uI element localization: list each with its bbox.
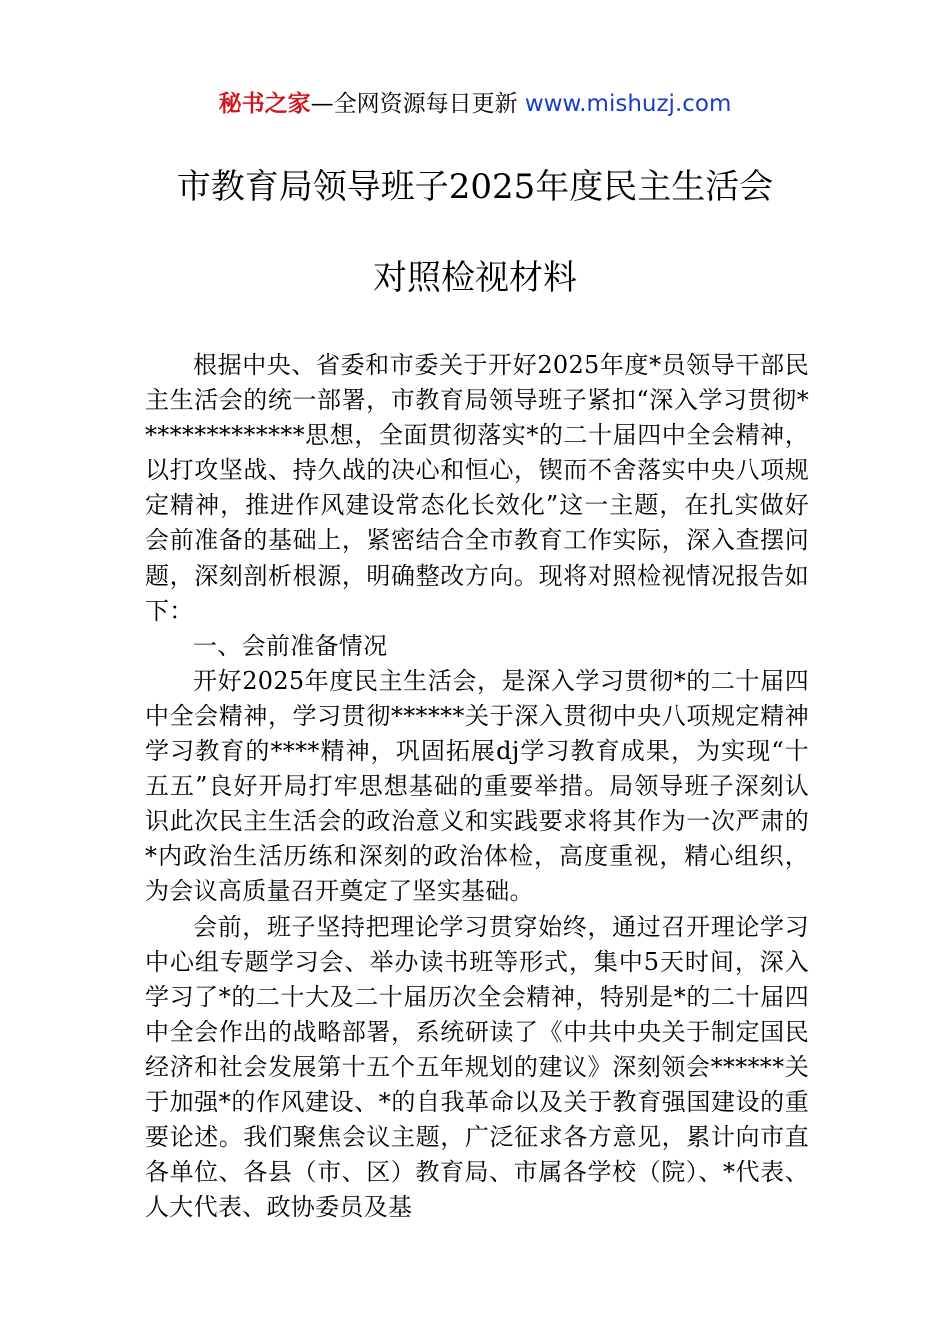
site-url-link[interactable]: www.mishuzj.com xyxy=(524,91,732,117)
site-brand: 秘书之家 xyxy=(218,91,311,117)
document-body xyxy=(145,348,809,1225)
document-title-line-1: 市教育局领导班子2025年度民主生活会 xyxy=(176,167,774,207)
site-slogan: —全网资源每日更新 xyxy=(310,91,525,117)
section-heading-1: 一、会前准备情况 xyxy=(193,631,388,660)
document-title-line-2: 对照检视材料 xyxy=(373,258,577,298)
paragraph-preparation: 开好2025年度民主生活会，是深入学习贯彻*的二十届四中全会精神，学习贯彻******关于深入贯彻中央八项规定精神学习教育的****精神，巩固拓展dj学习教育成果，为实现“十五五”良好开局打牢思想基础的重要举措。局领导班子深刻认识此次民主生活会的政治意义和实践要求将其作为一次严肃的*内政治生活历练和深刻的政治体检，高度重视，精心组织，为会议高质量召开奠定了坚实基础。 xyxy=(145,666,809,906)
paragraph-intro: 根据中央、省委和市委关于开好2025年度*员领导干部民主生活会的统一部署，市教育局领导班子紧扣“深入学习贯彻**************思想，全面贯彻落实*的二十届四中全会精神，以打攻坚战、持久战的决心和恒心，锲而不舍落实中央八项规定精神，推进作风建设常态化长效化”这一主题，在扎实做好会前准备的基础上，紧密结合全市教育工作实际，深入查摆问题，深刻剖析根源，明确整改方向。现将对照检视情况报告如下： xyxy=(145,351,809,625)
site-header xyxy=(0,86,950,122)
paragraph-study: 会前，班子坚持把理论学习贯穿始终，通过召开理论学习中心组专题学习会、举办读书班等形式，集中5天时间，深入学习了*的二十大及二十届历次全会精神，特别是*的二十届四中全会作出的战略部署，系统研读了《中共中央关于制定国民经济和社会发展第十五个五年规划的建议》深刻领会******关于加强*的作风建设、*的自我革命以及关于教育强国建设的重要论述。我们聚焦会议主题，广泛征求各方意见，累计向市直各单位、各县（市、区）教育局、市属各学校（院）、*代表、人大代表、政协委员及基 xyxy=(145,912,809,1222)
